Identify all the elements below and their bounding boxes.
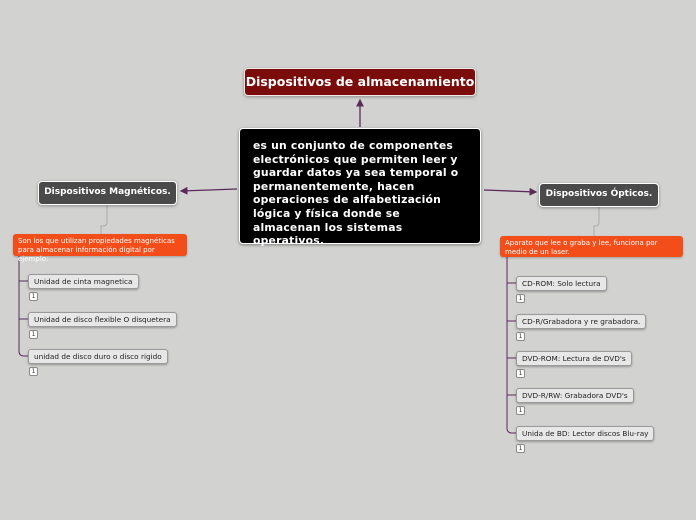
title-node[interactable]: Dispositivos de almacenamiento bbox=[244, 68, 476, 96]
badge-magnetic-1[interactable]: 1 bbox=[29, 292, 38, 301]
leaf-optical-3[interactable]: DVD-ROM: Lectura de DVD's bbox=[516, 351, 632, 366]
link-central-left bbox=[181, 189, 237, 191]
branch-optical[interactable]: Dispositivos Ópticos. bbox=[539, 183, 659, 207]
branch-magnetic[interactable]: Dispositivos Magnéticos. bbox=[38, 181, 177, 205]
link-right-items bbox=[507, 257, 516, 433]
leaf-optical-5[interactable]: Unida de BD: Lector discos Blu-ray bbox=[516, 426, 654, 441]
central-node[interactable]: es un conjunto de componentes electrónicos que permiten leer y guardar datos ya sea temporal o permanentemente, hacen operaciones de alfabetización lógica y física donde se almacenan los sistemas operativos. bbox=[239, 128, 481, 244]
badge-optical-4[interactable]: 1 bbox=[516, 406, 525, 415]
link-left-desc bbox=[101, 205, 107, 234]
leaf-magnetic-2[interactable]: Unidad de disco flexible O disquetera bbox=[28, 312, 177, 327]
badge-optical-3[interactable]: 1 bbox=[516, 369, 525, 378]
badge-magnetic-3[interactable]: 1 bbox=[29, 367, 38, 376]
leaf-optical-2[interactable]: CD-R/Grabadora y re grabadora. bbox=[516, 314, 646, 329]
leaf-magnetic-1[interactable]: Unidad de cinta magnetica bbox=[28, 274, 139, 289]
link-right-desc bbox=[594, 207, 599, 236]
leaf-magnetic-3[interactable]: unidad de disco duro o disco rigido bbox=[28, 349, 168, 364]
desc-magnetic[interactable]: Son los que utilizan propiedades magnéticas para almacenar información digital por ejemplo: bbox=[13, 234, 187, 256]
link-central-right bbox=[484, 190, 536, 192]
badge-optical-2[interactable]: 1 bbox=[516, 332, 525, 341]
badge-magnetic-2[interactable]: 1 bbox=[29, 330, 38, 339]
desc-optical[interactable]: Aparato que lee o graba y lee, funciona por medio de un laser. bbox=[500, 236, 683, 257]
badge-optical-1[interactable]: 1 bbox=[516, 294, 525, 303]
link-left-items bbox=[19, 256, 28, 356]
badge-optical-5[interactable]: 1 bbox=[516, 444, 525, 453]
leaf-optical-1[interactable]: CD-ROM: Solo lectura bbox=[516, 276, 607, 291]
leaf-optical-4[interactable]: DVD-R/RW: Grabadora DVD's bbox=[516, 388, 634, 403]
